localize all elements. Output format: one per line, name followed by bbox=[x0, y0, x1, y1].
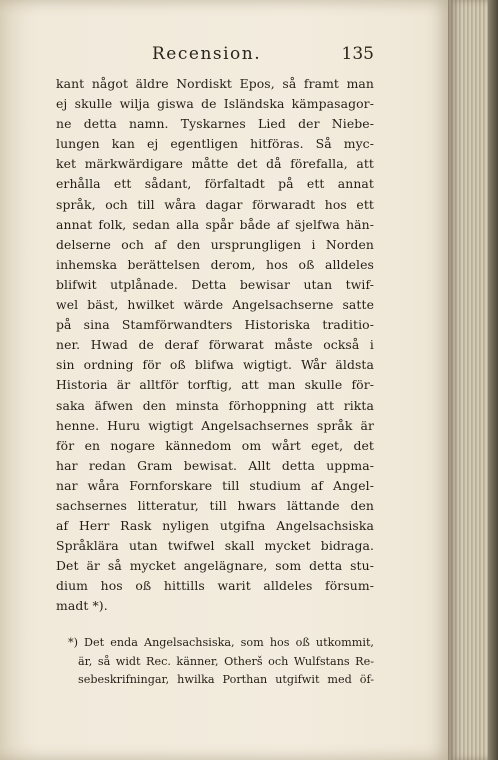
text-line: ej skulle wilja giswa de Isländska kämpasagor- bbox=[56, 96, 374, 112]
text-line: för en nogare kännedom om wårt eget, det bbox=[56, 437, 374, 453]
text-line: sachsernes litteratur, till hwars lättande den bbox=[56, 497, 374, 513]
text-line: inhemska berättelsen derom, hos oß alldeles bbox=[56, 256, 374, 272]
text-line: lungen kan ej egentligen hitföras. Så myc- bbox=[56, 136, 374, 152]
page-header bbox=[56, 44, 374, 68]
text-line: sin ordning för oß blifwa wigtigt. Wår äldsta bbox=[56, 357, 374, 373]
text-line: delserne och af den ursprungligen i Norden bbox=[56, 236, 374, 252]
text-line: språk, och till wåra dagar förwaradt hos ett bbox=[56, 196, 374, 212]
text-line: henne. Huru wigtigt Angelsachsernes språk är bbox=[56, 417, 374, 433]
text-line: dium hos oß hittills warit alldeles försum- bbox=[56, 578, 374, 594]
text-line: madt *). bbox=[56, 598, 108, 614]
text-line: har redan Gram bewisat. Allt detta uppma- bbox=[56, 457, 374, 473]
text-line: ner. Hwad de deraf förwarat måste också i bbox=[56, 337, 374, 353]
footnote bbox=[56, 634, 374, 690]
text-line: Språklära utan twifwel skall mycket bidraga. bbox=[56, 538, 374, 554]
text-line: saka äfwen den minsta förhoppning att rikta bbox=[56, 397, 374, 413]
text-line: af Herr Rask nyligen utgifna Angelsachsiska bbox=[56, 518, 374, 534]
text-line: kant något äldre Nordiskt Epos, så framt man bbox=[56, 76, 374, 91]
running-title: Recension. bbox=[152, 44, 262, 64]
text-line: annat folk, sedan alla spår både af sjelfwa hän- bbox=[56, 216, 374, 232]
text-line: wel bäst, hwilket wärde Angelsachserne satte bbox=[56, 297, 374, 313]
text-line: nar wåra Fornforskare till studium af Angel- bbox=[56, 477, 374, 493]
text-line: blifwit utplånade. Detta bewisar utan twif- bbox=[56, 276, 374, 292]
book-page-edges bbox=[448, 0, 498, 760]
text-line: på sina Stamförwandters Historiska traditio- bbox=[56, 317, 374, 333]
page-number: 135 bbox=[341, 44, 374, 64]
footnote-line: är, så widt Rec. känner, Otherš och Wulfstans Re- bbox=[78, 654, 374, 668]
footnote-line: *) Det enda Angelsachsiska, som hos oß utkommit, bbox=[68, 636, 374, 649]
text-line: erhålla ett sådant, förfaltadt på ett annat bbox=[56, 176, 374, 192]
text-line: ne detta namn. Tyskarnes Lied der Niebe- bbox=[56, 116, 374, 132]
text-line: Historia är alltför torftig, att man skulle för- bbox=[56, 377, 374, 393]
text-line: ket märkwärdigare måtte det då förefalla, att bbox=[56, 156, 374, 172]
body-text bbox=[56, 74, 374, 617]
text-line: Det är så mycket angelägnare, som detta stu- bbox=[56, 558, 374, 574]
footnote-line: sebeskrifningar, hwilka Porthan utgifwit med öf- bbox=[78, 673, 374, 687]
